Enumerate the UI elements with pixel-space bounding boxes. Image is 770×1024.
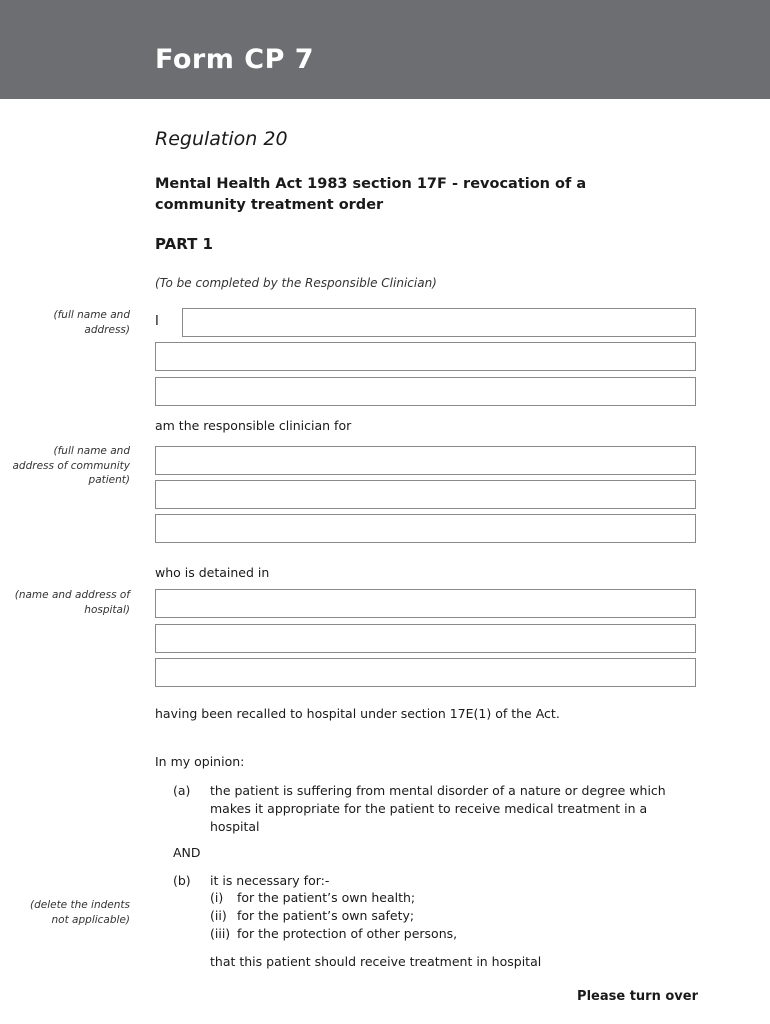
hospital-field-2[interactable] xyxy=(155,624,696,653)
item-a-text: the patient is suffering from mental disorder of a nature or degree which makes it appropriate for the patient to receive medical treatment in a hospital xyxy=(210,783,666,834)
item-b-marker: (b) xyxy=(173,873,191,888)
sub-item-ii-text: for the patient’s own safety; xyxy=(237,908,415,923)
form-title: Form CP 7 xyxy=(155,44,315,75)
patient-field-3[interactable] xyxy=(155,514,696,543)
regulation-label: Regulation 20 xyxy=(155,128,288,150)
clinician-address-field-2[interactable] xyxy=(155,377,696,406)
responsible-for-label: am the responsible clinician for xyxy=(155,418,352,433)
clinician-name-field[interactable] xyxy=(182,308,696,337)
sub-item-iii-marker: (iii) xyxy=(210,926,231,941)
side-note-clinician: (full name and address) xyxy=(53,309,130,336)
recalled-statement: having been recalled to hospital under section 17E(1) of the Act. xyxy=(155,706,560,721)
and-label: AND xyxy=(173,845,201,860)
item-a-marker: (a) xyxy=(173,783,191,798)
side-note-hospital: (name and address of hospital) xyxy=(14,589,130,616)
patient-field-2[interactable] xyxy=(155,480,696,509)
detained-in-label: who is detained in xyxy=(155,565,270,580)
label-i: I xyxy=(155,314,159,329)
sub-item-ii-marker: (ii) xyxy=(210,908,227,923)
clinician-address-field-1[interactable] xyxy=(155,342,696,371)
opinion-label: In my opinion: xyxy=(155,754,245,769)
patient-field-1[interactable] xyxy=(155,446,696,475)
sub-item-i-text: for the patient’s own health; xyxy=(237,890,416,905)
item-b-intro: it is necessary for:- xyxy=(210,873,330,888)
act-title: Mental Health Act 1983 section 17F - revocation of a community treatment order xyxy=(155,176,587,213)
part-heading: PART 1 xyxy=(155,235,213,253)
hospital-field-3[interactable] xyxy=(155,658,696,687)
sub-item-i-marker: (i) xyxy=(210,890,224,905)
side-note-delete: (delete the indents not applicable) xyxy=(29,899,130,926)
side-note-patient: (full name and address of community patient) xyxy=(12,445,130,486)
turn-over-note: Please turn over xyxy=(577,989,698,1004)
header-bar xyxy=(0,0,770,99)
sub-item-iii-text: for the protection of other persons, xyxy=(237,926,458,941)
item-b-conclusion: that this patient should receive treatment in hospital xyxy=(210,954,542,969)
hospital-field-1[interactable] xyxy=(155,589,696,618)
completed-by-note: (To be completed by the Responsible Clinician) xyxy=(155,276,437,290)
